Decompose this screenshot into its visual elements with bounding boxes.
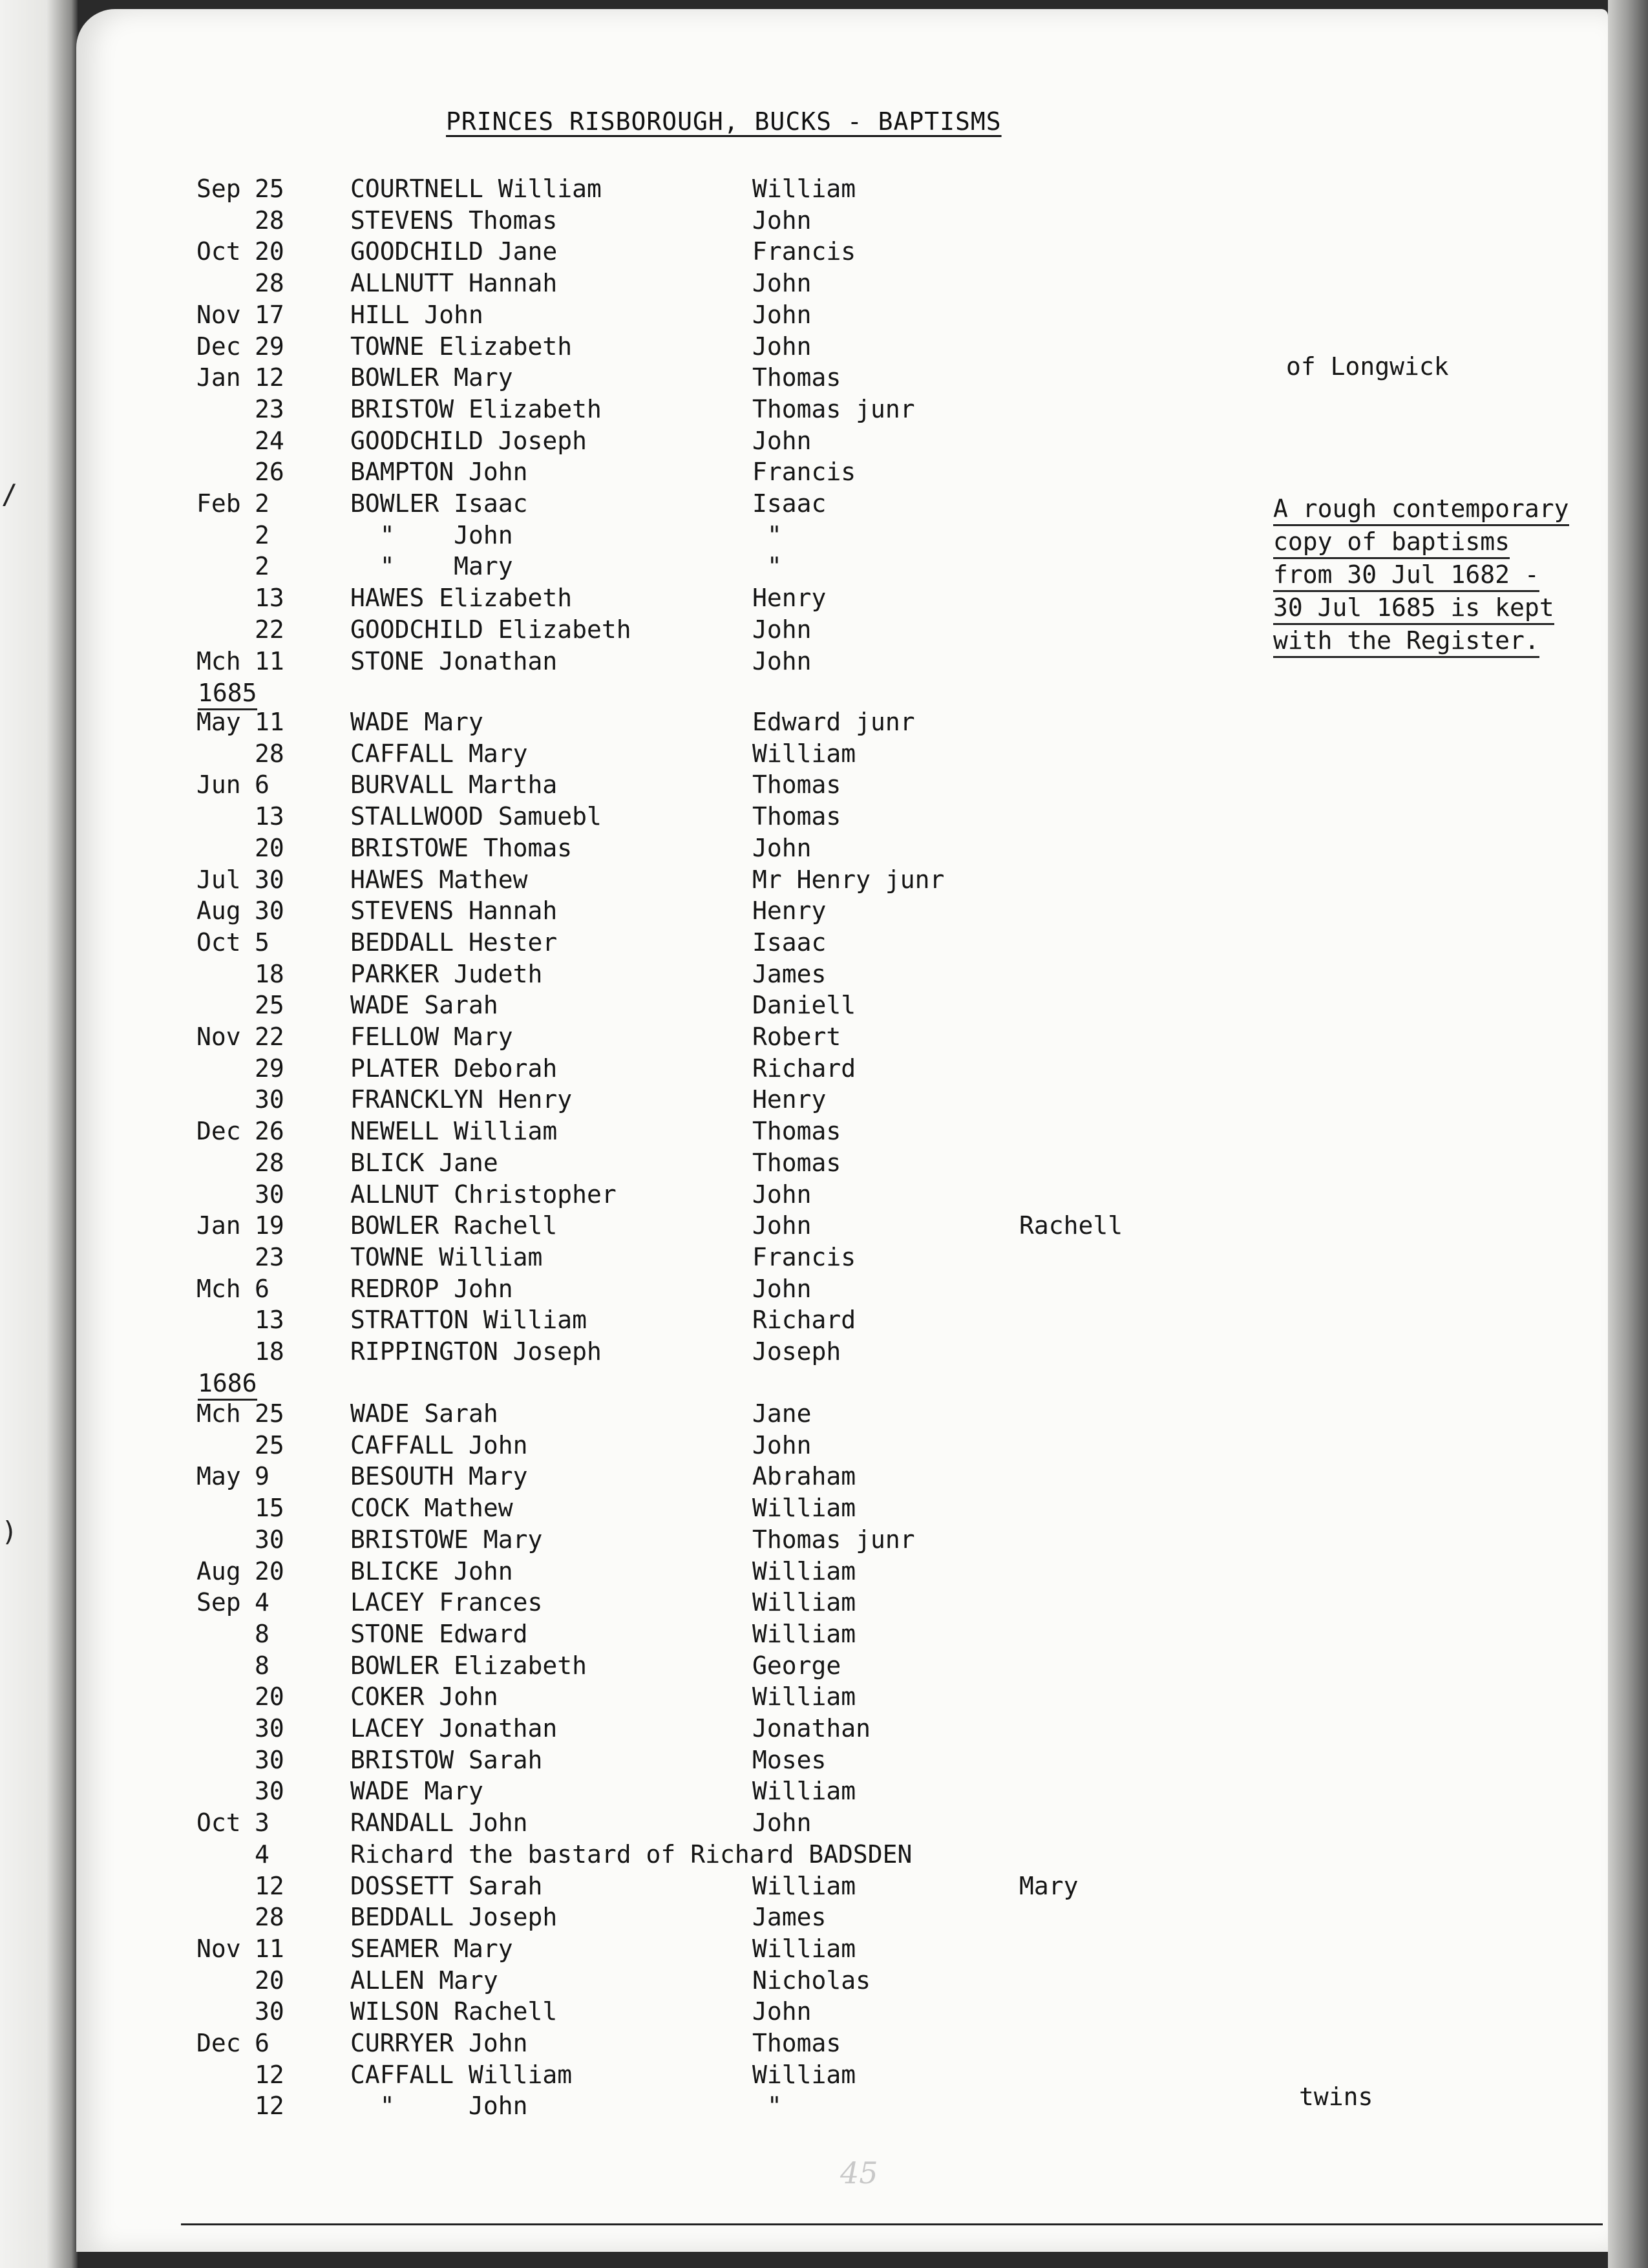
child-name-cell: WADE Sarah: [350, 1399, 498, 1428]
child-name-cell: COCK Mathew: [350, 1494, 513, 1523]
father-name-cell: William: [752, 1934, 856, 1963]
child-name-cell: BOWLER Rachell: [350, 1211, 558, 1240]
child-name-cell: " Mary: [350, 552, 513, 581]
day-cell: 22: [255, 615, 284, 644]
bottom-rule: [181, 2223, 1603, 2225]
day-cell: 30: [255, 1085, 284, 1114]
child-name-cell: STALLWOOD Samuebl: [350, 802, 602, 831]
father-name-cell: Richard: [752, 1054, 856, 1083]
day-cell: 20: [255, 1682, 284, 1712]
father-name-cell: William: [752, 1619, 856, 1648]
child-name-cell: SEAMER Mary: [350, 1934, 513, 1963]
child-name-cell: RIPPINGTON Joseph: [350, 1337, 602, 1366]
father-name-cell: ": [752, 520, 782, 549]
father-name-cell: William: [752, 1588, 856, 1617]
father-name-cell: William: [752, 1556, 856, 1585]
father-name-cell: Thomas: [752, 770, 841, 800]
child-name-cell: WADE Sarah: [350, 991, 498, 1020]
father-name-cell: John: [752, 269, 812, 298]
child-name-cell: Richard the bastard of Richard BADSDEN: [350, 1839, 913, 1869]
child-name-cell: BEDDALL Joseph: [350, 1903, 558, 1932]
day-cell: 9: [255, 1462, 269, 1491]
father-name-cell: John: [752, 1274, 812, 1303]
book-spine: [0, 0, 78, 2268]
father-name-cell: John: [752, 206, 812, 235]
day-cell: 28: [255, 206, 284, 235]
month-cell: Nov: [196, 1934, 241, 1963]
day-cell: 20: [255, 1966, 284, 1995]
day-cell: 23: [255, 1242, 284, 1271]
father-name-cell: Thomas junr: [752, 1525, 915, 1554]
father-name-cell: Thomas: [752, 2029, 841, 2057]
day-cell: 18: [255, 1337, 284, 1366]
year-heading-1685: 1685: [198, 679, 257, 710]
father-name-cell: Mr Henry junr: [752, 865, 945, 894]
child-name-cell: STEVENS Hannah: [350, 896, 558, 926]
day-cell: 6: [255, 770, 269, 800]
child-name-cell: BURVALL Martha: [350, 770, 558, 800]
father-name-cell: Francis: [752, 458, 856, 487]
child-name-cell: BOWLER Elizabeth: [350, 1651, 587, 1680]
father-name-cell: John: [752, 300, 812, 329]
child-name-cell: WADE Mary: [350, 708, 483, 736]
father-name-cell: Francis: [752, 237, 856, 266]
day-cell: 30: [255, 865, 284, 894]
month-cell: Dec: [196, 2029, 241, 2057]
child-name-cell: CAFFALL Mary: [350, 739, 528, 768]
month-cell: Dec: [196, 1117, 241, 1146]
child-name-cell: LACEY Frances: [350, 1588, 543, 1617]
note-line: A rough contemporary: [1273, 493, 1569, 526]
father-name-cell: John: [752, 1997, 812, 2026]
month-cell: Sep: [196, 175, 241, 203]
child-name-cell: BOWLER Isaac: [350, 489, 528, 518]
father-name-cell: Joseph: [752, 1337, 841, 1366]
register-copy-note: [1273, 493, 1569, 658]
month-cell: May: [196, 708, 241, 736]
mother-name-cell: Mary: [1019, 1871, 1079, 1900]
father-name-cell: Abraham: [752, 1462, 856, 1491]
month-cell: Mch: [196, 1399, 241, 1428]
father-name-cell: William: [752, 2060, 856, 2089]
child-name-cell: CAFFALL William: [350, 2060, 573, 2089]
father-name-cell: William: [752, 175, 856, 203]
month-cell: Jan: [196, 1211, 241, 1240]
child-name-cell: BRISTOWE Thomas: [350, 833, 573, 862]
day-cell: 12: [255, 2060, 284, 2089]
father-name-cell: Robert: [752, 1023, 841, 1051]
father-name-cell: James: [752, 959, 827, 988]
child-name-cell: BLICKE John: [350, 1556, 513, 1585]
note-line: from 30 Jul 1682 -: [1273, 559, 1539, 592]
father-name-cell: Henry: [752, 584, 827, 613]
child-name-cell: COKER John: [350, 1682, 498, 1712]
day-cell: 19: [255, 1211, 284, 1240]
father-name-cell: Richard: [752, 1306, 856, 1335]
father-name-cell: John: [752, 1808, 812, 1838]
father-name-cell: Francis: [752, 1242, 856, 1271]
day-cell: 12: [255, 2092, 284, 2121]
day-cell: 20: [255, 237, 284, 266]
day-cell: 29: [255, 332, 284, 361]
page-edge: [1608, 0, 1648, 2268]
father-name-cell: Nicholas: [752, 1966, 871, 1995]
child-name-cell: FRANCKLYN Henry: [350, 1085, 573, 1114]
child-name-cell: GOODCHILD Jane: [350, 237, 558, 266]
father-name-cell: ": [752, 552, 782, 581]
child-name-cell: HILL John: [350, 300, 483, 329]
month-cell: Oct: [196, 237, 241, 266]
father-name-cell: John: [752, 1211, 812, 1240]
father-name-cell: Jonathan: [752, 1714, 871, 1743]
child-name-cell: " John: [350, 2092, 528, 2121]
child-name-cell: PLATER Deborah: [350, 1054, 558, 1083]
child-name-cell: COURTNELL William: [350, 175, 602, 203]
father-name-cell: John: [752, 833, 812, 862]
day-cell: 3: [255, 1808, 269, 1838]
father-name-cell: Henry: [752, 1085, 827, 1114]
day-cell: 28: [255, 269, 284, 298]
child-name-cell: REDROP John: [350, 1274, 513, 1303]
child-name-cell: STEVENS Thomas: [350, 206, 558, 235]
father-name-cell: Isaac: [752, 927, 827, 957]
month-cell: Oct: [196, 927, 241, 957]
month-cell: Feb: [196, 489, 241, 518]
father-name-cell: Isaac: [752, 489, 827, 518]
year-heading-1686: 1686: [198, 1369, 257, 1401]
child-name-cell: WILSON Rachell: [350, 1997, 558, 2026]
margin-mark-bottom: ): [1, 1516, 18, 1547]
month-cell: Jun: [196, 770, 241, 800]
day-cell: 5: [255, 927, 269, 957]
day-cell: 4: [255, 1839, 269, 1869]
day-cell: 12: [255, 1871, 284, 1900]
day-cell: 20: [255, 1556, 284, 1585]
child-name-cell: HAWES Elizabeth: [350, 584, 573, 613]
father-name-cell: ": [752, 2092, 782, 2121]
day-cell: 30: [255, 1525, 284, 1554]
month-cell: Mch: [196, 646, 241, 675]
child-name-cell: RANDALL John: [350, 1808, 528, 1838]
page-number: 45: [840, 2156, 878, 2190]
child-name-cell: " John: [350, 520, 513, 549]
father-name-cell: John: [752, 1180, 812, 1209]
day-cell: 25: [255, 1399, 284, 1428]
day-cell: 2: [255, 520, 269, 549]
child-name-cell: BESOUTH Mary: [350, 1462, 528, 1491]
note-twins: twins: [1299, 2083, 1373, 2111]
child-name-cell: BEDDALL Hester: [350, 927, 558, 957]
child-name-cell: BRISTOW Sarah: [350, 1745, 543, 1774]
child-name-cell: DOSSETT Sarah: [350, 1871, 543, 1900]
day-cell: 11: [255, 1934, 284, 1963]
day-cell: 30: [255, 1745, 284, 1774]
father-name-cell: George: [752, 1651, 841, 1680]
child-name-cell: BOWLER Mary: [350, 363, 513, 392]
father-name-cell: John: [752, 332, 812, 361]
child-name-cell: CAFFALL John: [350, 1430, 528, 1459]
father-name-cell: Thomas: [752, 363, 841, 392]
child-name-cell: ALLNUTT Hannah: [350, 269, 558, 298]
day-cell: 25: [255, 991, 284, 1020]
father-name-cell: Thomas: [752, 1148, 841, 1177]
father-name-cell: John: [752, 1430, 812, 1459]
child-name-cell: NEWELL William: [350, 1117, 558, 1146]
father-name-cell: William: [752, 739, 856, 768]
father-name-cell: William: [752, 1682, 856, 1712]
child-name-cell: HAWES Mathew: [350, 865, 528, 894]
father-name-cell: John: [752, 646, 812, 675]
day-cell: 23: [255, 394, 284, 423]
note-line: copy of baptisms: [1273, 526, 1510, 559]
month-cell: Aug: [196, 1556, 241, 1585]
father-name-cell: Thomas: [752, 1117, 841, 1146]
child-name-cell: CURRYER John: [350, 2029, 528, 2057]
child-name-cell: LACEY Jonathan: [350, 1714, 558, 1743]
father-name-cell: Edward junr: [752, 708, 915, 736]
father-name-cell: James: [752, 1903, 827, 1932]
day-cell: 2: [255, 489, 269, 518]
child-name-cell: STONE Edward: [350, 1619, 528, 1648]
month-cell: Nov: [196, 1023, 241, 1051]
day-cell: 6: [255, 1274, 269, 1303]
child-name-cell: GOODCHILD Elizabeth: [350, 615, 631, 644]
father-name-cell: John: [752, 426, 812, 455]
month-cell: May: [196, 1462, 241, 1491]
child-name-cell: PARKER Judeth: [350, 959, 543, 988]
month-cell: Nov: [196, 300, 241, 329]
child-name-cell: BRISTOW Elizabeth: [350, 394, 602, 423]
day-cell: 26: [255, 1117, 284, 1146]
page-title: PRINCES RISBOROUGH, BUCKS - BAPTISMS: [446, 107, 1002, 136]
father-name-cell: Daniell: [752, 991, 856, 1020]
father-name-cell: Jane: [752, 1399, 812, 1428]
child-name-cell: BAMPTON John: [350, 458, 528, 487]
child-name-cell: FELLOW Mary: [350, 1023, 513, 1051]
day-cell: 15: [255, 1494, 284, 1523]
child-name-cell: TOWNE Elizabeth: [350, 332, 573, 361]
month-cell: Aug: [196, 896, 241, 926]
child-name-cell: STONE Jonathan: [350, 646, 558, 675]
day-cell: 24: [255, 426, 284, 455]
day-cell: 22: [255, 1023, 284, 1051]
father-name-cell: John: [752, 615, 812, 644]
note-line: with the Register.: [1273, 625, 1539, 658]
father-name-cell: William: [752, 1494, 856, 1523]
day-cell: 8: [255, 1651, 269, 1680]
mother-name-cell: Rachell: [1019, 1211, 1123, 1240]
day-cell: 4: [255, 1588, 269, 1617]
child-name-cell: GOODCHILD Joseph: [350, 426, 587, 455]
note-of-longwick: of Longwick: [1286, 352, 1449, 381]
father-name-cell: William: [752, 1777, 856, 1806]
day-cell: 6: [255, 2029, 269, 2057]
day-cell: 13: [255, 584, 284, 613]
month-cell: Dec: [196, 332, 241, 361]
father-name-cell: Thomas: [752, 802, 841, 831]
month-cell: Mch: [196, 1274, 241, 1303]
child-name-cell: BLICK Jane: [350, 1148, 498, 1177]
father-name-cell: Henry: [752, 896, 827, 926]
month-cell: Sep: [196, 1588, 241, 1617]
register-page: [76, 9, 1608, 2252]
child-name-cell: ALLEN Mary: [350, 1966, 498, 1995]
day-cell: 18: [255, 959, 284, 988]
day-cell: 12: [255, 363, 284, 392]
child-name-cell: BRISTOWE Mary: [350, 1525, 543, 1554]
day-cell: 30: [255, 1714, 284, 1743]
father-name-cell: William: [752, 1871, 856, 1900]
father-name-cell: Thomas junr: [752, 394, 915, 423]
day-cell: 11: [255, 646, 284, 675]
margin-mark-top: /: [1, 478, 18, 510]
day-cell: 17: [255, 300, 284, 329]
day-cell: 13: [255, 802, 284, 831]
day-cell: 13: [255, 1306, 284, 1335]
child-name-cell: STRATTON William: [350, 1306, 587, 1335]
child-name-cell: WADE Mary: [350, 1777, 483, 1806]
day-cell: 30: [255, 896, 284, 926]
child-name-cell: ALLNUT Christopher: [350, 1180, 617, 1209]
father-name-cell: Moses: [752, 1745, 827, 1774]
day-cell: 11: [255, 708, 284, 736]
day-cell: 29: [255, 1054, 284, 1083]
day-cell: 30: [255, 1180, 284, 1209]
month-cell: Oct: [196, 1808, 241, 1838]
day-cell: 28: [255, 1148, 284, 1177]
month-cell: Jan: [196, 363, 241, 392]
day-cell: 28: [255, 739, 284, 768]
month-cell: Jul: [196, 865, 241, 894]
child-name-cell: TOWNE William: [350, 1242, 543, 1271]
day-cell: 8: [255, 1619, 269, 1648]
day-cell: 26: [255, 458, 284, 487]
note-line: 30 Jul 1685 is kept: [1273, 592, 1554, 625]
day-cell: 30: [255, 1777, 284, 1806]
day-cell: 25: [255, 175, 284, 203]
day-cell: 30: [255, 1997, 284, 2026]
day-cell: 28: [255, 1903, 284, 1932]
day-cell: 2: [255, 552, 269, 581]
day-cell: 25: [255, 1430, 284, 1459]
day-cell: 20: [255, 833, 284, 862]
